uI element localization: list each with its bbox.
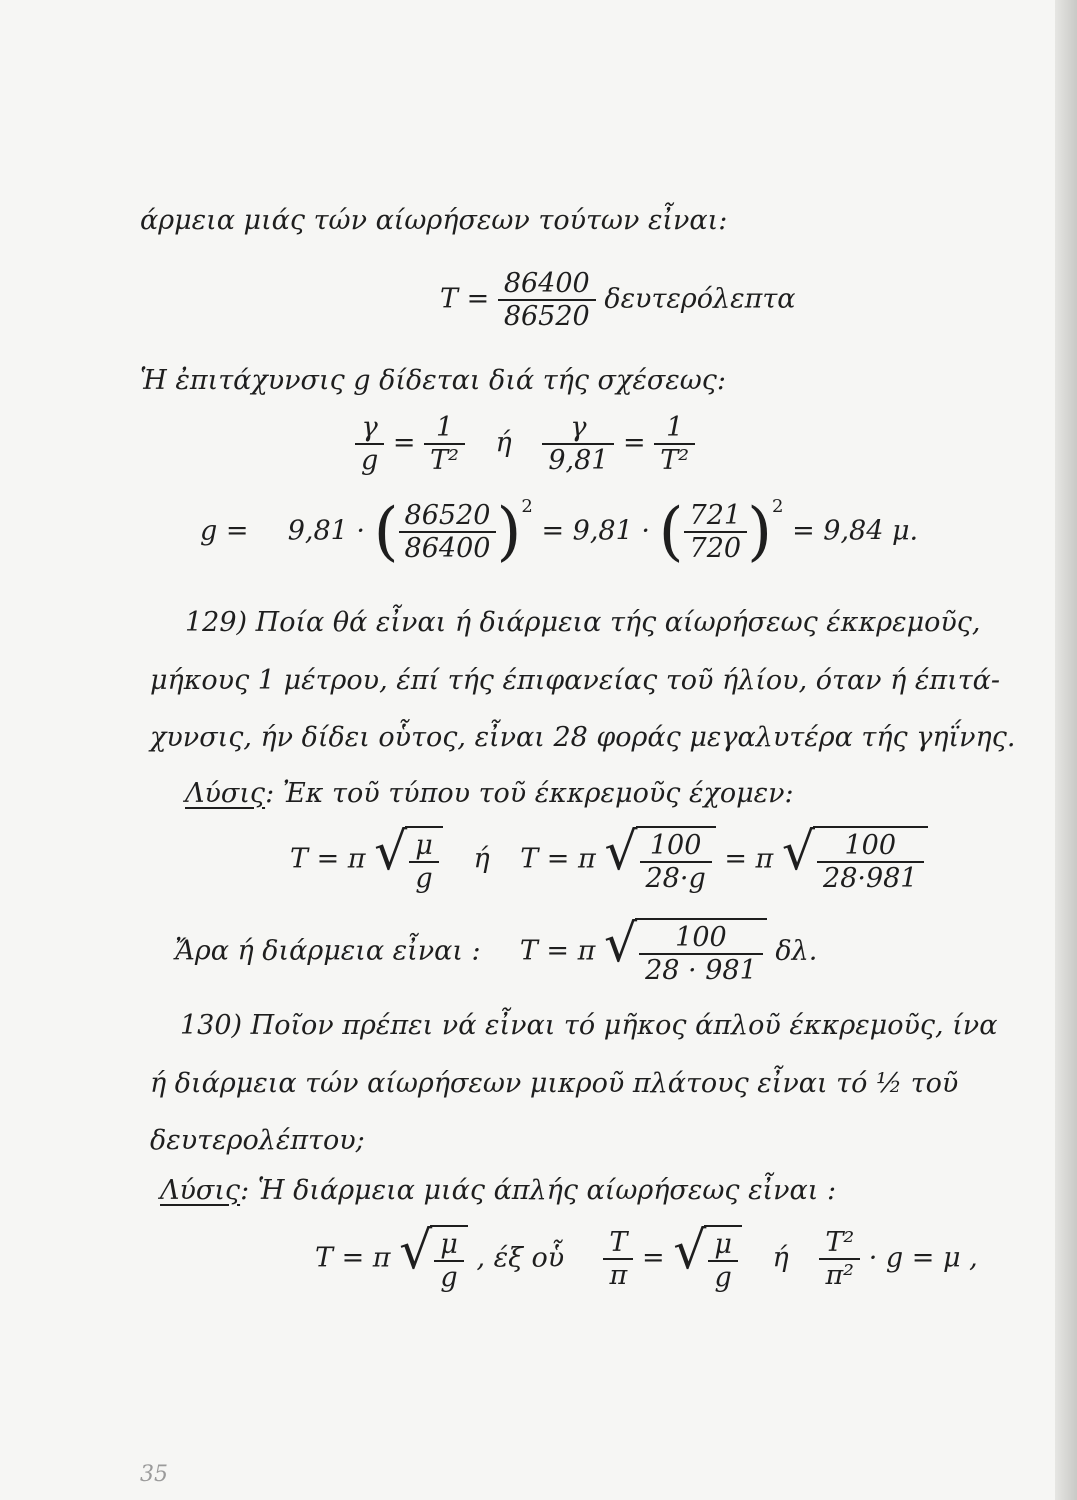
- equation-length: [315, 1221, 978, 1294]
- solution-130-label: Λύσις: [160, 1175, 241, 1206]
- eq3-n1: 86520: [399, 500, 497, 533]
- eq6-tail: · g = μ ,: [868, 1242, 978, 1274]
- problem-129-line-2: μήκους 1 μέτρου, έπί τής έπιφανείας τοῦ ήλίου, όταν ή έπιτά-: [150, 665, 1001, 696]
- eq2-frac-a: [355, 412, 384, 476]
- eq3-lhs: g =: [200, 515, 249, 547]
- eq6-lhs: T = π: [315, 1242, 391, 1274]
- eq4-lhs: T = π: [290, 843, 366, 875]
- eq6-r1-den: g: [440, 1262, 458, 1294]
- problem-130-line-2: ή διάρμεια τών αίωρήσεων μικροῦ πλάτους εἶναι τό ½ τοῦ: [150, 1068, 959, 1099]
- eq4-r1-den: g: [415, 863, 433, 895]
- eq4-root-3: √ $\frac{100}{28\cdot 981}$: [782, 826, 928, 894]
- problem-129-line-3: χυνσις, ήν δίδει οὗτος, εἶναι 28 φοράς μεγαλυτέρα τής γηΐνης.: [150, 722, 1016, 753]
- eq3-d2: 720: [689, 533, 742, 565]
- eq4-or: ή: [473, 843, 490, 875]
- eq5-unit: δλ.: [775, 935, 818, 967]
- eq2-a-den: g: [361, 445, 379, 477]
- problem-130-line-3: δευτερολέπτου;: [150, 1125, 365, 1156]
- eq3-n2: 721: [684, 500, 748, 533]
- text-line-2: Ἡ ἐπιτάχυνσις g δίδεται διά τής σχέσεως:: [140, 365, 726, 396]
- solution-130: [160, 1175, 836, 1206]
- eq3-result: = 9,84 μ.: [792, 515, 919, 547]
- eq4-r2-num: 100: [640, 830, 712, 863]
- eq5-den: 28 · 981: [645, 955, 757, 987]
- eq2-d-num: 1: [654, 412, 695, 445]
- eq3-exp-2: 2: [772, 496, 784, 517]
- eq6-root-1: √ $\frac{\mu}{g}$: [399, 1225, 468, 1293]
- eq5-pre: Ἄρα ή διάρμεια εἶναι :: [175, 935, 481, 967]
- eq3-mid: = 9,81 ·: [541, 515, 650, 547]
- eq6-frac-2: [819, 1227, 860, 1291]
- eq4-root-2: √ $\frac{100}{28\cdot g}$: [604, 826, 715, 894]
- eq2-b-den: T²: [430, 445, 459, 477]
- equation-period: [440, 268, 796, 332]
- eq4-mid: T = π: [520, 843, 596, 875]
- eq5-num: 100: [639, 922, 763, 955]
- eq2-d-den: T²: [660, 445, 690, 477]
- equation-pendulum: [290, 822, 928, 895]
- eq6-f-num: T: [603, 1227, 633, 1260]
- eq2-frac-c: [542, 412, 614, 476]
- eq6-root-2: √ $\frac{\mu}{g}$: [673, 1225, 742, 1293]
- solution-129-label: Λύσις: [185, 778, 266, 809]
- eq2-c-num: γ: [542, 412, 614, 445]
- eq5-lhs: T = π: [519, 935, 596, 967]
- eq3-exp-1: 2: [521, 496, 533, 517]
- eq6-r1-num: μ: [434, 1229, 464, 1262]
- equation-ratio: [355, 412, 695, 476]
- eq1-unit: δευτερόλεπτα: [604, 283, 796, 315]
- problem-129-line-1: 129) Ποία θά εἶναι ή διάρμεια τής αίωρήσεως έκκρεμοῦς,: [185, 607, 981, 638]
- eq1-numerator: 86400: [498, 268, 596, 301]
- eq6-eq: =: [642, 1242, 665, 1274]
- eq4-r2-den: 28·g: [645, 863, 706, 895]
- eq1-fraction: [498, 268, 596, 332]
- equation-gravity: g = 9,81 · ( $\frac{86520}{86400}$ )$^2$ = 9,81 · ( $\frac{721}{720}$ )$^2$ = 9,84 μ.: [200, 495, 919, 570]
- eq2-equals-2: =: [623, 427, 646, 459]
- eq2-equals-1: =: [392, 427, 416, 459]
- eq2-frac-b: [424, 412, 465, 476]
- eq5-root: √ $\frac{100}{28 \cdot 981}$: [604, 918, 767, 986]
- eq6-r2-den: g: [714, 1262, 732, 1294]
- eq6-frac-1: [603, 1227, 633, 1291]
- text-line-1: άρμεια μιάς τών αίωρήσεων τούτων εἶναι:: [140, 205, 728, 236]
- solution-129: [185, 778, 794, 809]
- eq3-coef: 9,81 ·: [287, 515, 365, 547]
- eq6-g-num: T²: [819, 1227, 860, 1260]
- eq2-c-den: 9,81: [548, 445, 609, 477]
- eq2-or: ή: [495, 427, 512, 459]
- eq2-frac-d: [654, 412, 695, 476]
- eq2-b-num: 1: [424, 412, 465, 445]
- eq1-lhs: T =: [440, 283, 490, 315]
- eq3-frac-1: [399, 500, 497, 564]
- equation-period-result: [175, 914, 818, 987]
- problem-130-line-1: 130) Ποῖον πρέπει νά εἶναι τό μῆκος άπλοῦ έκκρεμοῦς, ίνα: [180, 1010, 998, 1041]
- eq1-denominator: 86520: [503, 301, 590, 333]
- eq2-a-num: γ: [355, 412, 384, 445]
- eq3-frac-2: [684, 500, 748, 564]
- eq4-r1-num: μ: [409, 830, 439, 863]
- eq4-r3-den: 28·981: [823, 863, 918, 895]
- page-edge-shadow: [1055, 0, 1077, 1500]
- eq6-f-den: π: [609, 1260, 628, 1292]
- eq4-root-1: √ $\frac{\mu}{g}$: [374, 826, 443, 894]
- solution-130-text: : Ἡ διάρμεια μιάς άπλής αίωρήσεως εἶναι :: [240, 1175, 837, 1206]
- eq6-mid: , έξ οὗ: [476, 1242, 565, 1274]
- eq6-g-den: π²: [825, 1260, 855, 1292]
- eq4-eq: = π: [724, 843, 774, 875]
- page-number: 35: [140, 1462, 168, 1487]
- solution-129-text: : Ἐκ τοῦ τύπου τοῦ έκκρεμοῦς έχομεν:: [265, 778, 794, 809]
- eq6-or: ή: [772, 1242, 789, 1274]
- eq4-r3-num: 100: [817, 830, 923, 863]
- eq6-r2-num: μ: [708, 1229, 738, 1262]
- eq3-d1: 86400: [404, 533, 491, 565]
